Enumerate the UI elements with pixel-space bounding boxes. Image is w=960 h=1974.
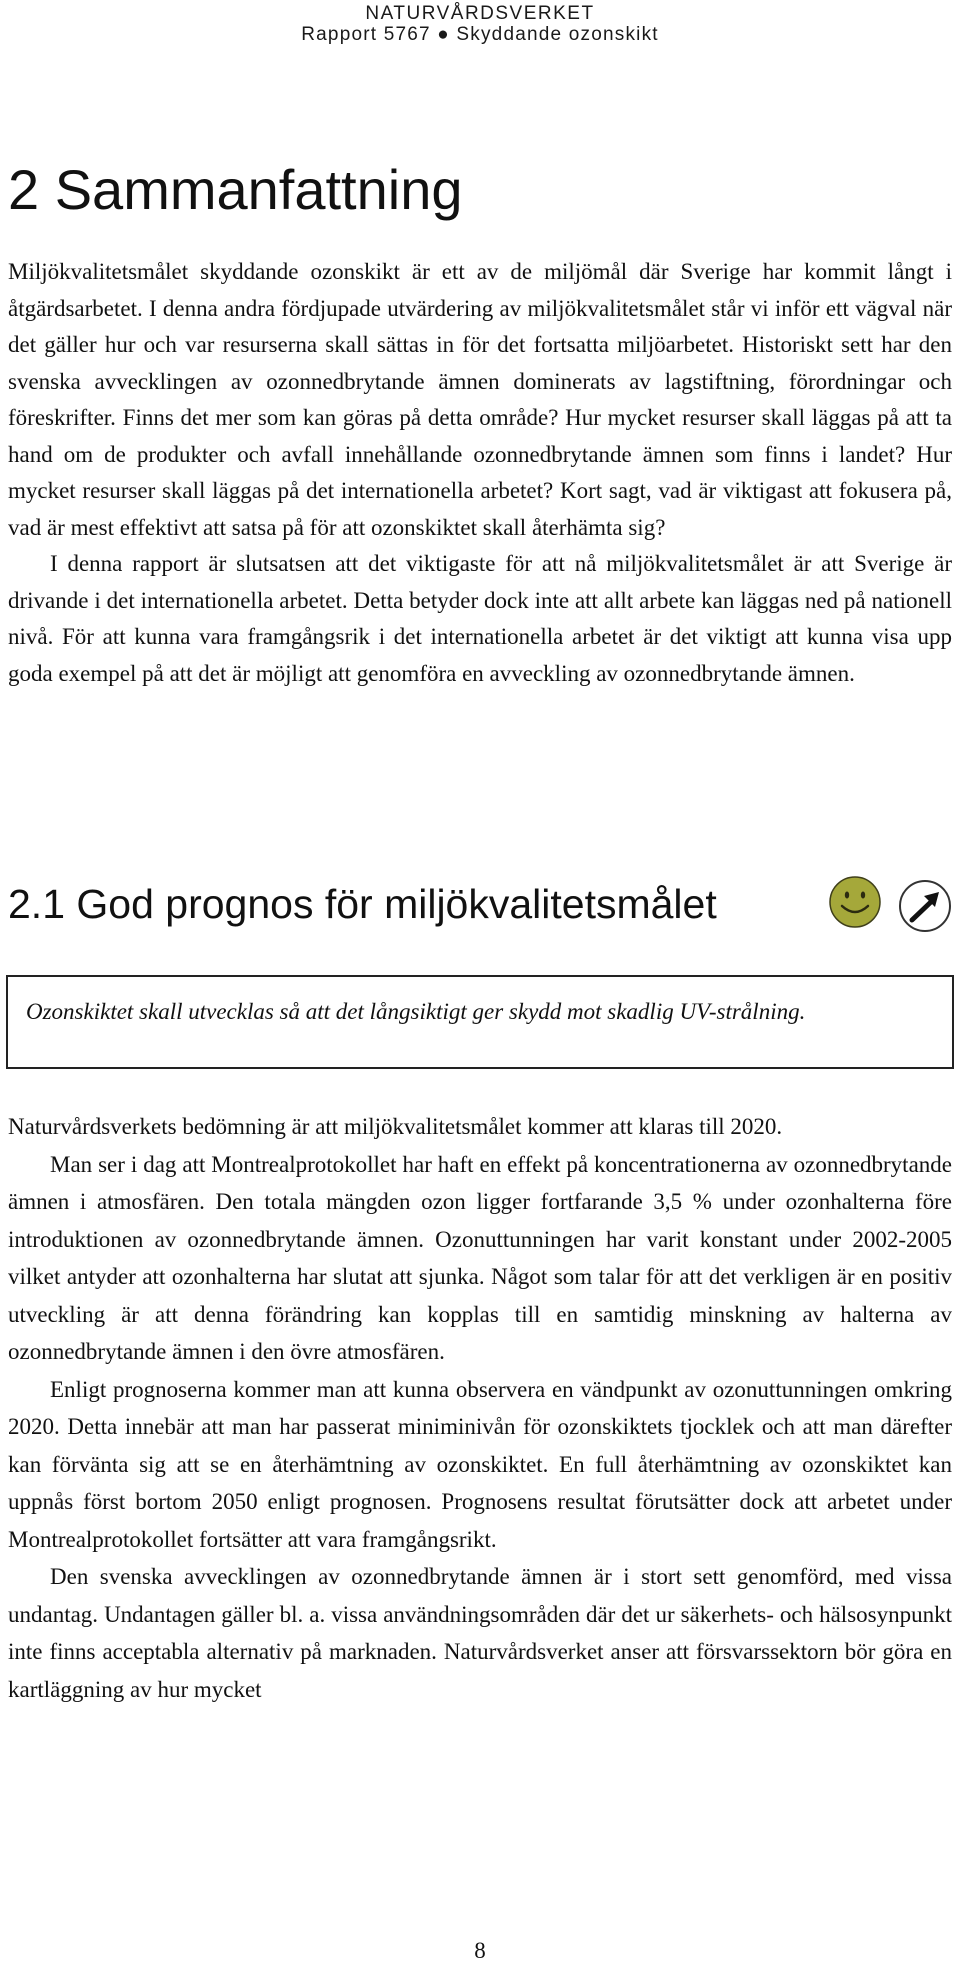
goal-text: Ozonskiktet skall utvecklas så att det långsiktigt ger skydd mot skadlig UV-strålning. [26,999,806,1024]
paragraph: Miljökvalitetsmålet skyddande ozonskikt är ett av de miljömål där Sverige har kommit långt i åtgärdsarbetet. I denna andra fördjupade utvärdering av miljökvalitetsmålet står vi inför ett vägval när det gäller hur och var resurserna skall sättas in för det fortsatta miljöarbetet. Historiskt sett har den svenska avvecklingen av ozonnedbrytande ämnen dominerats av lagstiftning, förordningar och föreskrifter. Finns det mer som kan göras på detta område? Hur mycket resurser skall läggas på att ta hand om de produkter och avfall innehållande ozonnedbrytande ämnen som finns i landet? Hur mycket resurser skall läggas på det internationella arbetet? Kort sagt, vad är viktigast att fokusera på, vad är mest effektivt att satsa på för att ozonskiktet skall återhämta sig? [8,259,952,540]
header-report: Rapport 5767 ● Skyddande ozonskikt [301,24,659,45]
running-header [0,3,960,45]
paragraph: Man ser i dag att Montrealprotokollet har haft en effekt på koncentrationerna av ozonnedbrytande ämnen i atmosfären. Den totala mängden ozon ligger fortfarande 3,5 % under ozonhalterna före introduktionen av ozonnedbrytande ämnen. Ozonuttunningen har varit konstant under 2002-2005 vilket antyder att ozonhalterna har slutat att sjunka. Något som talar för att det verkligen är en positiv utveckling är att denna förändring kan kopplas till en samtidig minskning av halterna av ozonnedbrytande ämnen i den övre atmosfären. [8,1151,952,1364]
arrow-up-right-icon [897,878,953,934]
paragraph: Enligt prognoserna kommer man att kunna observera en vändpunkt av ozonuttunningen omkring 2020. Detta innebär att man har passerat miniminivån för ozonskiktets tjocklek och att man därefter kan förvänta sig att se en återhämtning av ozonskiktet. En full återhämtning av ozonskiktet kan uppnås först bortom 2050 enligt prognosen. Prognosens resultat förutsätter dock att arbetet under Montrealprotokollet fortsätter att vara framgångsrikt. [8,1376,952,1552]
section-title: 2 Sammanfattning [8,158,463,221]
paragraph: Naturvårdsverkets bedömning är att miljökvalitetsmålet kommer att klaras till 2020. [8,1114,783,1139]
section-body [8,254,952,692]
page-number: 8 [474,1938,486,1963]
paragraph: I denna rapport är slutsatsen att det viktigaste för att nå miljökvalitetsmålet är att Sverige är drivande i det internationella arbetet. Detta betyder dock inte att allt arbete kan läggas ned på nationell nivå. För att kunna vara framgångsrik i det internationella arbetet är det viktigt att kunna visa upp goda exempel på att det är möjligt att genomföra en avveckling av ozonnedbrytande ämnen. [8,551,952,686]
paragraph: Den svenska avvecklingen av ozonnedbrytande ämnen är i stort sett genomförd, med vissa undantag. Undantagen gäller bl. a. vissa användningsområden där det ur säkerhets- och hälsosynpunkt inte finns acceptabla alternativ på marknaden. Naturvårdsverket anser att försvarssektorn bör göra en kartläggning av hur mycket [8,1564,952,1702]
smiley-icon [827,874,883,930]
subsection-title: 2.1 God prognos för miljökvalitetsmålet [8,881,717,927]
subsection-body [8,1108,952,1708]
header-org: NATURVÅRDSVERKET [365,3,595,24]
goal-box [6,975,954,1069]
